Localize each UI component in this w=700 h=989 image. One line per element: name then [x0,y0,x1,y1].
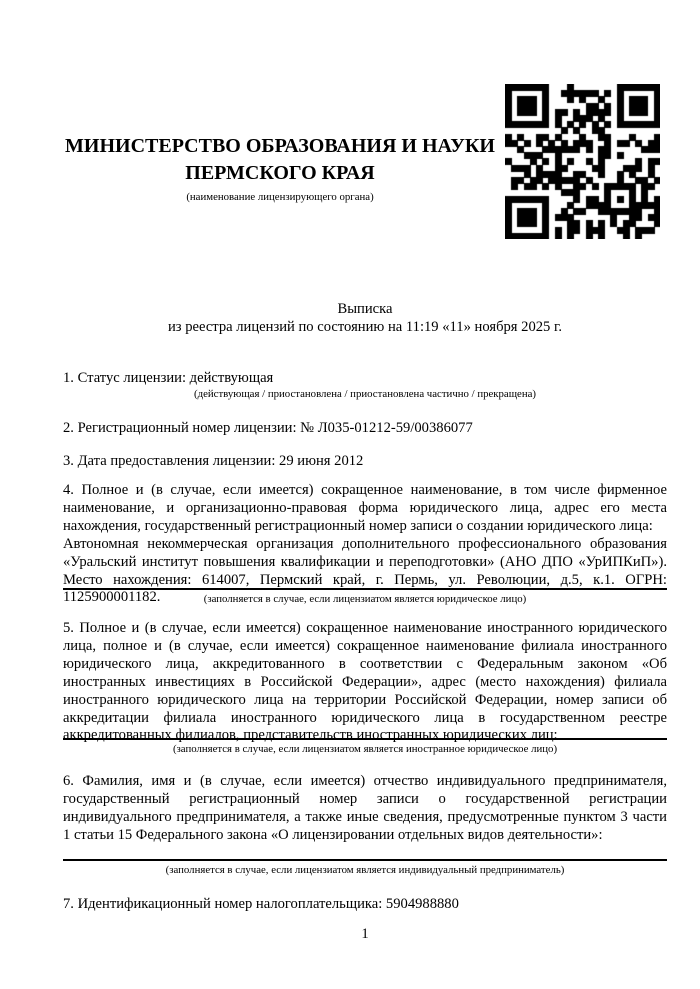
item-5-foreign-entity [63,620,667,745]
item-4-label: 4. Полное и (в случае, если имеется) сокращенное наименование, в том числе фирменное наименование, и организационно-правовая форма юридического лица, адрес его места нахождения, государственный регистрационный номер записи о создании юридического лица: [63,482,667,534]
document-body [63,0,667,989]
ministry-name-line1: МИНИСТЕРСТВО ОБРАЗОВАНИЯ И НАУКИ [65,135,495,157]
page-number: 1 [361,926,369,942]
item-4-fill-caption: (заполняется в случае, если лицензиатом является юридическое лицо) [63,588,667,606]
item-5-label: 5. Полное и (в случае, если имеется) сокращенное наименование иностранного юридического лица, полное и (в случае, если имеется) сокращенное наименование филиала иностранного юридического лица, аккредитованного в соответствии с Федеральным законом «Об иностранных инвестициях в Российской Федерации», адрес (место нахождения) филиала иностранного юридического лица на территории Российской Федерации, номер записи об аккредитации филиала иностранного юридического лица в государственном реестре аккредитованных филиалов, представительств иностранных юридических лиц: [63,620,667,744]
item-7-taxpayer-id: 7. Идентификационный номер налогоплательщика: 5904988880 [63,896,459,912]
document-title [63,301,667,337]
item-3-license-grant-date: 3. Дата предоставления лицензии: 29 июня 2012 [63,453,364,469]
item-1-caption: (действующая / приостановлена / приостановлена частично / прекращена) [194,388,536,400]
licensing-authority-caption: (наименование лицензирующего органа) [186,191,374,203]
title-line2: из реестра лицензий по состоянию на 11:19 «11» ноября 2025 г. [167,318,562,335]
title-line1: Выписка [337,301,393,317]
ministry-name-line2: ПЕРМСКОГО КРАЯ [185,162,375,184]
item-6-label: 6. Фамилия, имя и (в случае, если имеется) отчество индивидуального предпринимателя, государственный регистрационный номер записи о государственной регистрации индивидуального предпринимателя, а также иные сведения, предусмотренные пунктом 3 части 1 статьи 15 Федерального закона «О лицензировании отдельных видов деятельности»: [63,773,667,843]
item-5-fill-caption: (заполняется в случае, если лицензиатом является иностранное юридическое лицо) [63,738,667,756]
item-4-value: Автономная некоммерческая организация дополнительного профессионального образования «Уральский институт повышения квалификации и переподготовки» (АНО ДПО «УрИПКиП»). Место нахождения: 614007, Пермский край, г. Пермь, ул. Революции, д.5, к.1. ОГРН: 1125900001182. [63,535,667,606]
item-1-license-status: 1. Статус лицензии: действующая [63,370,274,386]
item-2-registration-number: 2. Регистрационный номер лицензии: № Л035-01212-59/00386077 [63,420,473,436]
item-6-fill-caption: (заполняется в случае, если лицензиатом является индивидуальный предприниматель) [63,859,667,877]
item-6-individual-entrepreneur [63,773,667,845]
